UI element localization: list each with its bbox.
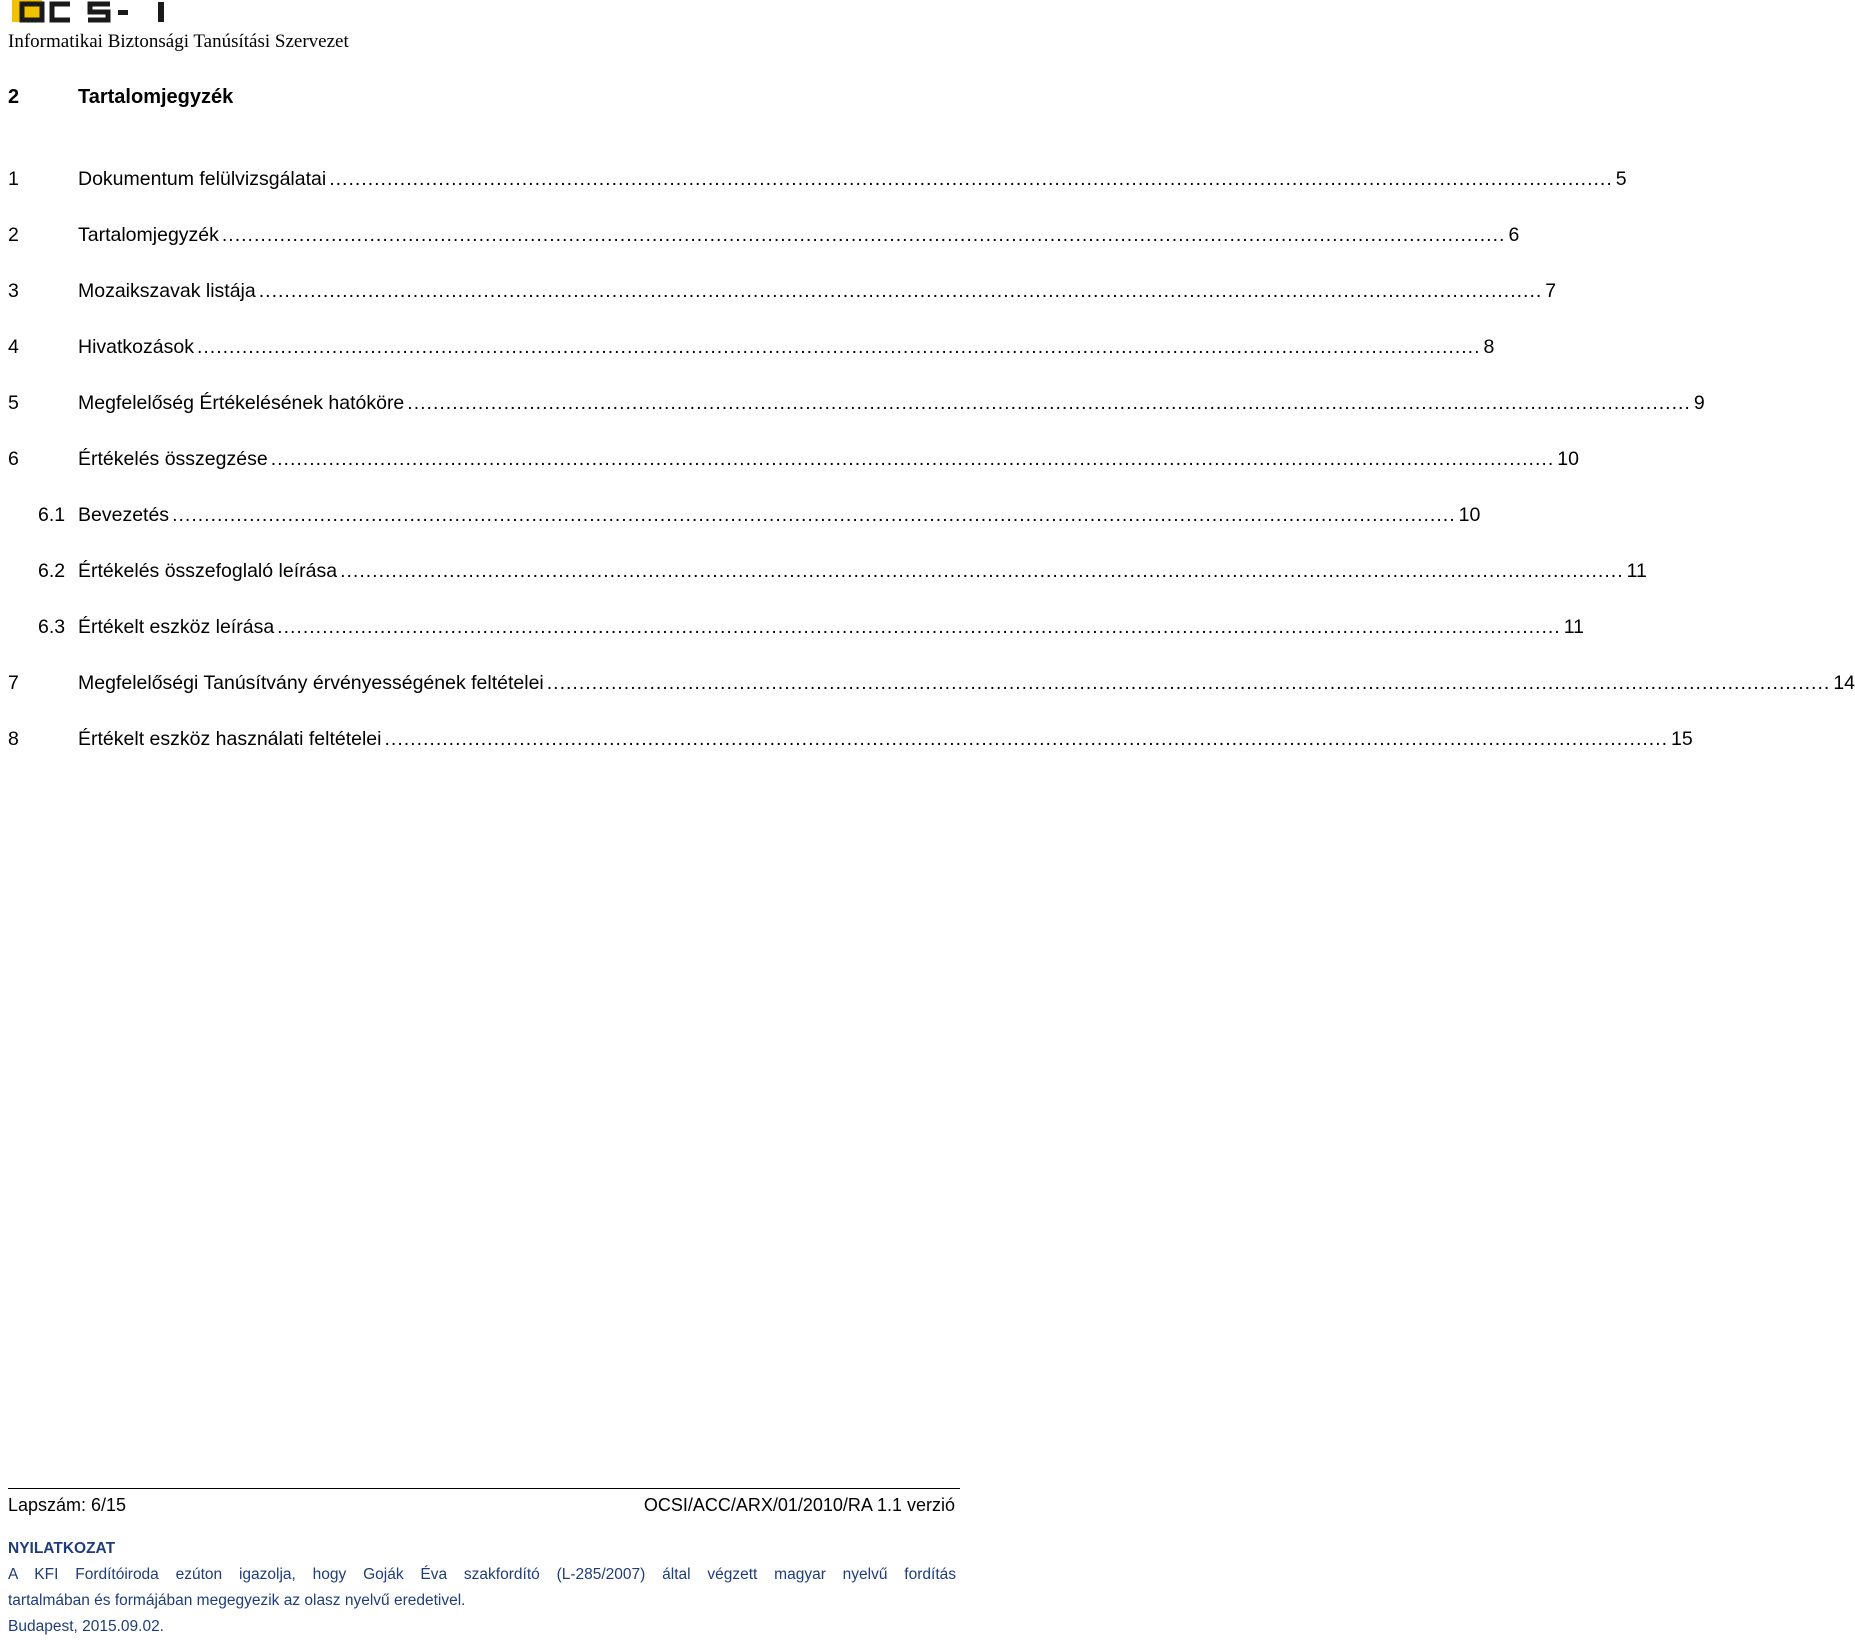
toc-entry-page: 9 xyxy=(1693,392,1705,414)
page-number: Lapszám: 6/15 xyxy=(8,1495,127,1515)
toc-entry-number: 2 xyxy=(8,224,19,246)
toc-dot-leader: ........................................................................................................................................................................................................ xyxy=(340,560,1624,582)
table-of-contents xyxy=(8,168,1855,784)
toc-entry-number: 4 xyxy=(8,336,19,358)
toc-entry[interactable] xyxy=(8,560,1647,616)
toc-entry-title: Mozaikszavak listája xyxy=(78,280,256,302)
toc-dot-leader: ........................................................................................................................................................................................................ xyxy=(407,392,1691,414)
toc-entry-title: Értékelés összefoglaló leírása xyxy=(78,560,338,582)
toc-dot-leader: ........................................................................................................................................................................................................ xyxy=(329,168,1613,190)
toc-entry-page: 14 xyxy=(1833,672,1855,694)
notice-title: NYILATKOZAT xyxy=(8,1540,116,1557)
toc-entry[interactable] xyxy=(8,448,1579,504)
toc-entry[interactable] xyxy=(8,672,1855,728)
toc-entry-title: Megfelelőségi Tanúsítvány érvényességének feltételei xyxy=(78,672,544,694)
toc-entry[interactable] xyxy=(8,168,1627,224)
toc-entry-number: 6.3 xyxy=(38,616,66,638)
toc-entry-page: 15 xyxy=(1671,728,1693,750)
toc-dot-leader: ........................................................................................................................................................................................................ xyxy=(172,504,1456,526)
toc-dot-leader: ........................................................................................................................................................................................................ xyxy=(221,224,1506,246)
toc-entry[interactable] xyxy=(8,392,1705,448)
notice-line-1: A KFI Fordítóiroda ezúton igazolja, hogy Goják Éva szakfordító (L-285/2007) által végzett magyar nyelvű fordítás xyxy=(8,1566,956,1583)
translation-notice xyxy=(8,1536,956,1640)
toc-dot-leader: ........................................................................................................................................................................................................ xyxy=(270,448,1555,470)
toc-dot-leader: ........................................................................................................................................................................................................ xyxy=(258,280,1543,302)
document-id: OCSI/ACC/ARX/01/2010/RA 1.1 verzió xyxy=(643,1495,955,1515)
toc-dot-leader: ........................................................................................................................................................................................................ xyxy=(196,336,1481,358)
ocsi-logo xyxy=(8,0,178,26)
notice-date: Budapest, 2015.09.02. xyxy=(8,1618,164,1635)
toc-entry-number: 1 xyxy=(8,168,19,190)
toc-entry-title: Tartalomjegyzék xyxy=(78,224,219,246)
toc-entry-number: 7 xyxy=(8,672,19,694)
toc-dot-leader: ........................................................................................................................................................................................................ xyxy=(546,672,1831,694)
toc-entry-page: 11 xyxy=(1626,560,1647,582)
toc-entry-number: 6 xyxy=(8,448,19,470)
toc-entry-title: Értékelt eszköz leírása xyxy=(78,616,275,638)
ocsi-logo-icon xyxy=(8,0,178,26)
toc-dot-leader: ........................................................................................................................................................................................................ xyxy=(384,728,1669,750)
toc-entry[interactable] xyxy=(8,336,1495,392)
organization-name: Informatikai Biztonsági Tanúsítási Szervezet xyxy=(8,31,349,52)
toc-entry[interactable] xyxy=(8,224,1520,280)
toc-entry-number: 5 xyxy=(8,392,19,414)
toc-entry-page: 6 xyxy=(1508,224,1520,246)
toc-entry-title: Értékelés összegzése xyxy=(78,448,268,470)
toc-entry-number: 6.2 xyxy=(38,560,66,582)
toc-entry[interactable] xyxy=(8,504,1481,560)
toc-entry-number: 6.1 xyxy=(38,504,66,526)
toc-entry-page: 10 xyxy=(1557,448,1579,470)
toc-entry-page: 10 xyxy=(1458,504,1481,526)
toc-entry-number: 8 xyxy=(8,728,19,750)
toc-entry-title: Dokumentum felülvizsgálatai xyxy=(78,168,327,190)
toc-entry[interactable] xyxy=(8,280,1557,336)
toc-entry-page: 5 xyxy=(1615,168,1627,190)
toc-entry-page: 11 xyxy=(1563,616,1584,638)
toc-entry-page: 7 xyxy=(1545,280,1557,302)
toc-entry-number: 3 xyxy=(8,280,19,302)
toc-entry-title: Értékelt eszköz használati feltételei xyxy=(78,728,382,750)
notice-line-2: tartalmában és formájában megegyezik az olasz nyelvű eredetivel. xyxy=(8,1592,466,1609)
toc-entry-title: Hivatkozások xyxy=(78,336,194,358)
toc-entry[interactable] xyxy=(8,616,1584,672)
section-heading xyxy=(8,86,233,109)
section-title: Tartalomjegyzék xyxy=(78,86,234,108)
footer-divider xyxy=(8,1488,960,1489)
toc-entry[interactable] xyxy=(8,728,1693,784)
toc-entry-title: Megfelelőség Értékelésének hatóköre xyxy=(78,392,405,414)
toc-dot-leader: ........................................................................................................................................................................................................ xyxy=(277,616,1561,638)
section-number: 2 xyxy=(8,86,20,108)
toc-entry-page: 8 xyxy=(1483,336,1495,358)
toc-entry-title: Bevezetés xyxy=(78,504,170,526)
